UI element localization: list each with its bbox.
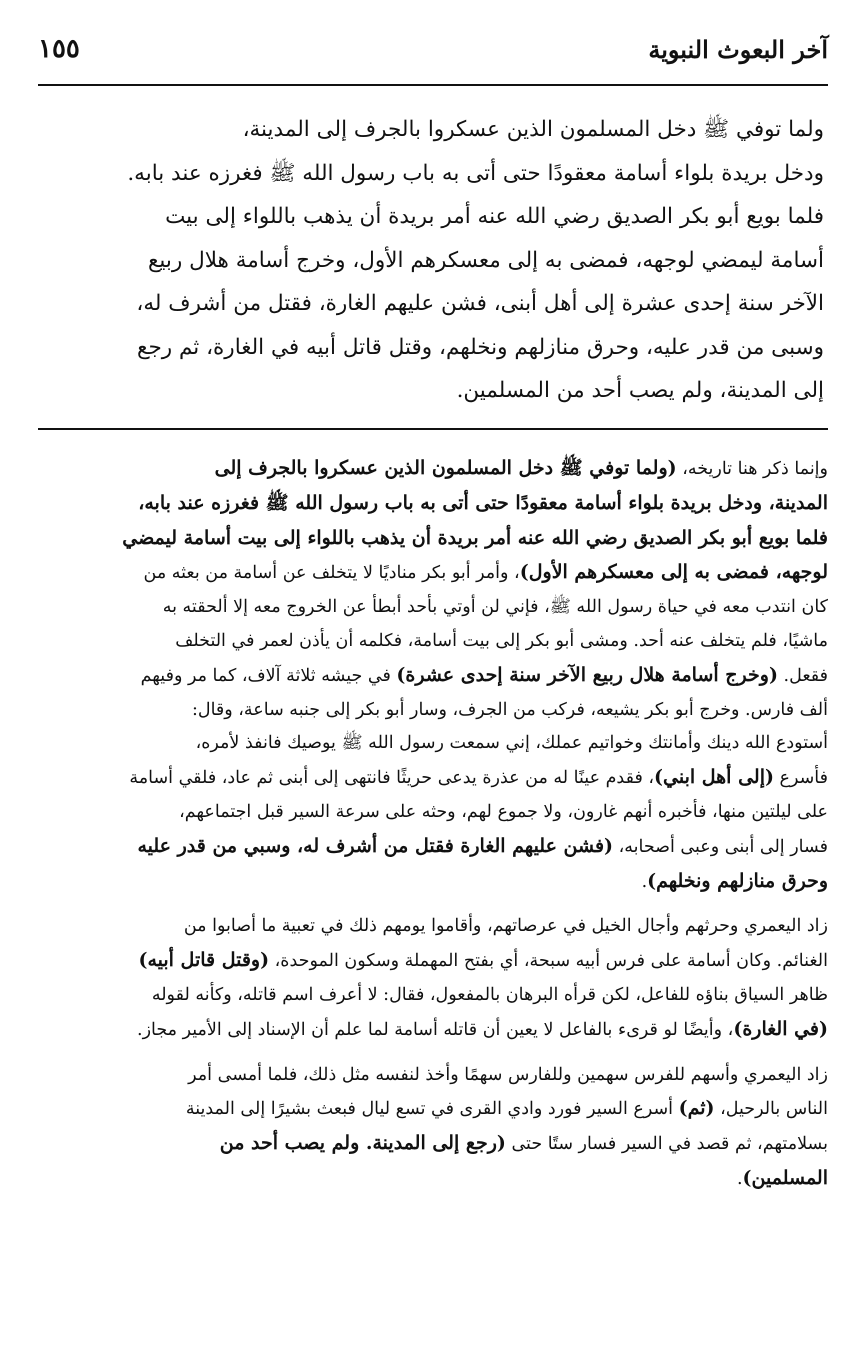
commentary-text: ظاهر السياق بناؤه للفاعل، لكن قرأه البرهان بالمفعول، فقال: لا أعرف اسم قاتله، وكأنه لقوله	[151, 984, 828, 1005]
commentary-line	[38, 910, 828, 944]
commentary-line	[38, 1059, 828, 1093]
commentary-line	[38, 944, 828, 979]
commentary-text: فقعل.	[777, 665, 828, 686]
hadith-line: أسامة ليمضي لوجهه، فمضى به إلى معسكرهم الأول، وخرج أسامة هلال ربيع	[147, 247, 824, 273]
hadith-line: وسبى من قدر عليه، وحرق منازلهم ونخلهم، وقتل قاتل أبيه في الغارة، ثم رجع	[137, 334, 824, 360]
running-head	[38, 26, 828, 72]
commentary-text: فسار إلى أبنى وعبى أصحابه،	[613, 836, 828, 857]
commentary-text: فأسرع	[773, 768, 828, 789]
page-number: ١٥٥	[38, 34, 80, 64]
commentary-line	[38, 522, 828, 557]
commentary-text: الناس بالرحيل،	[714, 1099, 828, 1120]
commentary-text: أستودع الله دينك وأمانتك وخواتيم عملك، إني سمعت رسول الله ﷺ يوصيك فانفذ لأمره،	[195, 733, 828, 754]
commentary-line	[38, 694, 828, 728]
hadith-line: ولما توفي ﷺ دخل المسلمون الذين عسكروا بالجرف إلى المدينة،	[242, 117, 824, 142]
commentary-line	[38, 865, 828, 900]
commentary-line	[38, 591, 828, 625]
hadith-line: إلى المدينة، ولم يصب أحد من المسلمين.	[456, 378, 824, 403]
commentary-text: وإنما ذكر هنا تاريخه،	[676, 459, 828, 479]
quoted-matn-text: (ولما توفي ﷺ دخل المسلمون الذين عسكروا بالجرف إلى	[214, 457, 677, 479]
quoted-matn-text: المسلمين)	[742, 1166, 828, 1189]
commentary-text: ، وأيضًا لو قرىء بالفاعل لا يعين أن قاتله أسامة لما علم أن الإسناد إلى الأمير مجاز.	[137, 1019, 734, 1040]
commentary-line	[38, 830, 828, 865]
commentary-line	[38, 727, 828, 761]
running-title: آخر البعوث النبوية	[648, 34, 828, 64]
commentary-text: .	[736, 1168, 743, 1189]
quoted-matn-text: لوجهه، فمضى به إلى معسكرهم الأول)	[519, 561, 828, 584]
quoted-matn-text: (وقتل قاتل أبيه)	[138, 949, 270, 972]
commentary-line	[38, 487, 828, 522]
commentary-text: ، فقدم عينًا له من عذرة يدعى حريثًا فانتهى إلى أبنى ثم عاد، فلقي أسامة	[129, 768, 655, 789]
commentary-text: ألف فارس. وخرج أبو بكر يشيعه، فركب من الجرف، وسار أبو بكر إلى جنبه ساعة، وقال:	[191, 699, 828, 720]
commentary-text: كان انتدب معه في حياة رسول الله ﷺ، فإني لن أوتي بأحد أبطأ عن الخروج معه إلا ألحقته به	[162, 597, 828, 618]
commentary-text: أسرع السير فورد وادي القرى في تسع ليال فبعث بشيرًا إلى المدينة	[185, 1099, 679, 1120]
quoted-matn-text: (ثم)	[678, 1097, 715, 1120]
commentary-line	[38, 452, 828, 487]
hadith-line: فلما بويع أبو بكر الصديق رضي الله عنه أمر بريدة أن يذهب باللواء إلى بيت	[165, 204, 824, 229]
header-rule	[38, 84, 828, 86]
hadith-line: ودخل بريدة بلواء أسامة معقودًا حتى أتى به باب رسول الله ﷺ فغرزه عند بابه.	[127, 160, 824, 186]
commentary-line	[38, 796, 828, 830]
commentary-text: زاد اليعمري وأسهم للفرس سهمين وللفارس سهمًا وأخذ لنفسه مثل ذلك، فلما أمسى أمر	[188, 1064, 828, 1085]
commentary-line	[38, 1092, 828, 1127]
commentary-text: ماشيًا، فلم يتخلف عنه أحد. ومشى أبو بكر إلى بيت أسامة، فكلمه أن يأذن لعمر في التخلف	[175, 630, 828, 651]
quoted-matn-text: المدينة، ودخل بريدة بلواء أسامة معقودًا حتى أتى به باب رسول الله ﷺ فغرزه عند بابه،	[138, 491, 828, 514]
commentary-line	[38, 1162, 828, 1197]
hadith-line: الآخر سنة إحدى عشرة إلى أهل أبنى، فشن عليهم الغارة، فقتل من أشرف له،	[136, 291, 824, 316]
commentary-line	[38, 979, 828, 1013]
quoted-matn-text: وحرق منازلهم ونخلهم)	[647, 869, 828, 892]
commentary-text: بسلامتهم، ثم قصد في السير فسار ستًا حتى	[505, 1134, 828, 1155]
commentary-block	[38, 452, 828, 1197]
commentary-text: على ليلتين منها، فأخبره أنهم غارون، ولا جموع لهم، وحثه على سرعة السير قبل اجتماعهم،	[179, 801, 828, 822]
quoted-matn-text: (في الغارة)	[733, 1017, 828, 1040]
quoted-matn-text: (فشن عليهم الغارة فقتل من أشرف له، وسبي من قدر عليه	[137, 834, 614, 857]
commentary-text: .	[641, 871, 648, 892]
quoted-matn-text: فلما بويع أبو بكر الصديق رضي الله عنه أمر بريدة أن يذهب باللواء إلى بيت أسامة ليمضي	[122, 526, 828, 549]
hadith-text-block	[40, 108, 824, 413]
commentary-text: زاد اليعمري وحرثهم وأجال الخيل في عرصاتهم، وأقاموا يومهم ذلك في تعبية ما أصابوا من	[183, 916, 828, 937]
quoted-matn-text: (رجع إلى المدينة. ولم يصب أحد من	[219, 1132, 506, 1155]
commentary-line	[38, 556, 828, 591]
commentary-line	[38, 625, 828, 659]
commentary-text: ، وأمر أبو بكر مناديًا لا يتخلف عن أسامة من بعثه من	[143, 563, 520, 584]
quoted-matn-text: (إلى أهل ابني)	[654, 766, 774, 789]
section-divider	[38, 428, 828, 430]
commentary-text: في جيشه ثلاثة آلاف، كما مر وفيهم	[140, 665, 397, 686]
commentary-line	[38, 761, 828, 796]
commentary-line	[38, 1127, 828, 1162]
commentary-line	[38, 1013, 828, 1048]
quoted-matn-text: (وخرج أسامة هلال ربيع الآخر سنة إحدى عشرة)	[396, 663, 778, 686]
commentary-line	[38, 659, 828, 694]
commentary-text: الغنائم. وكان أسامة على فرس أبيه سبحة، أي بفتح المهملة وسكون الموحدة،	[269, 951, 828, 972]
